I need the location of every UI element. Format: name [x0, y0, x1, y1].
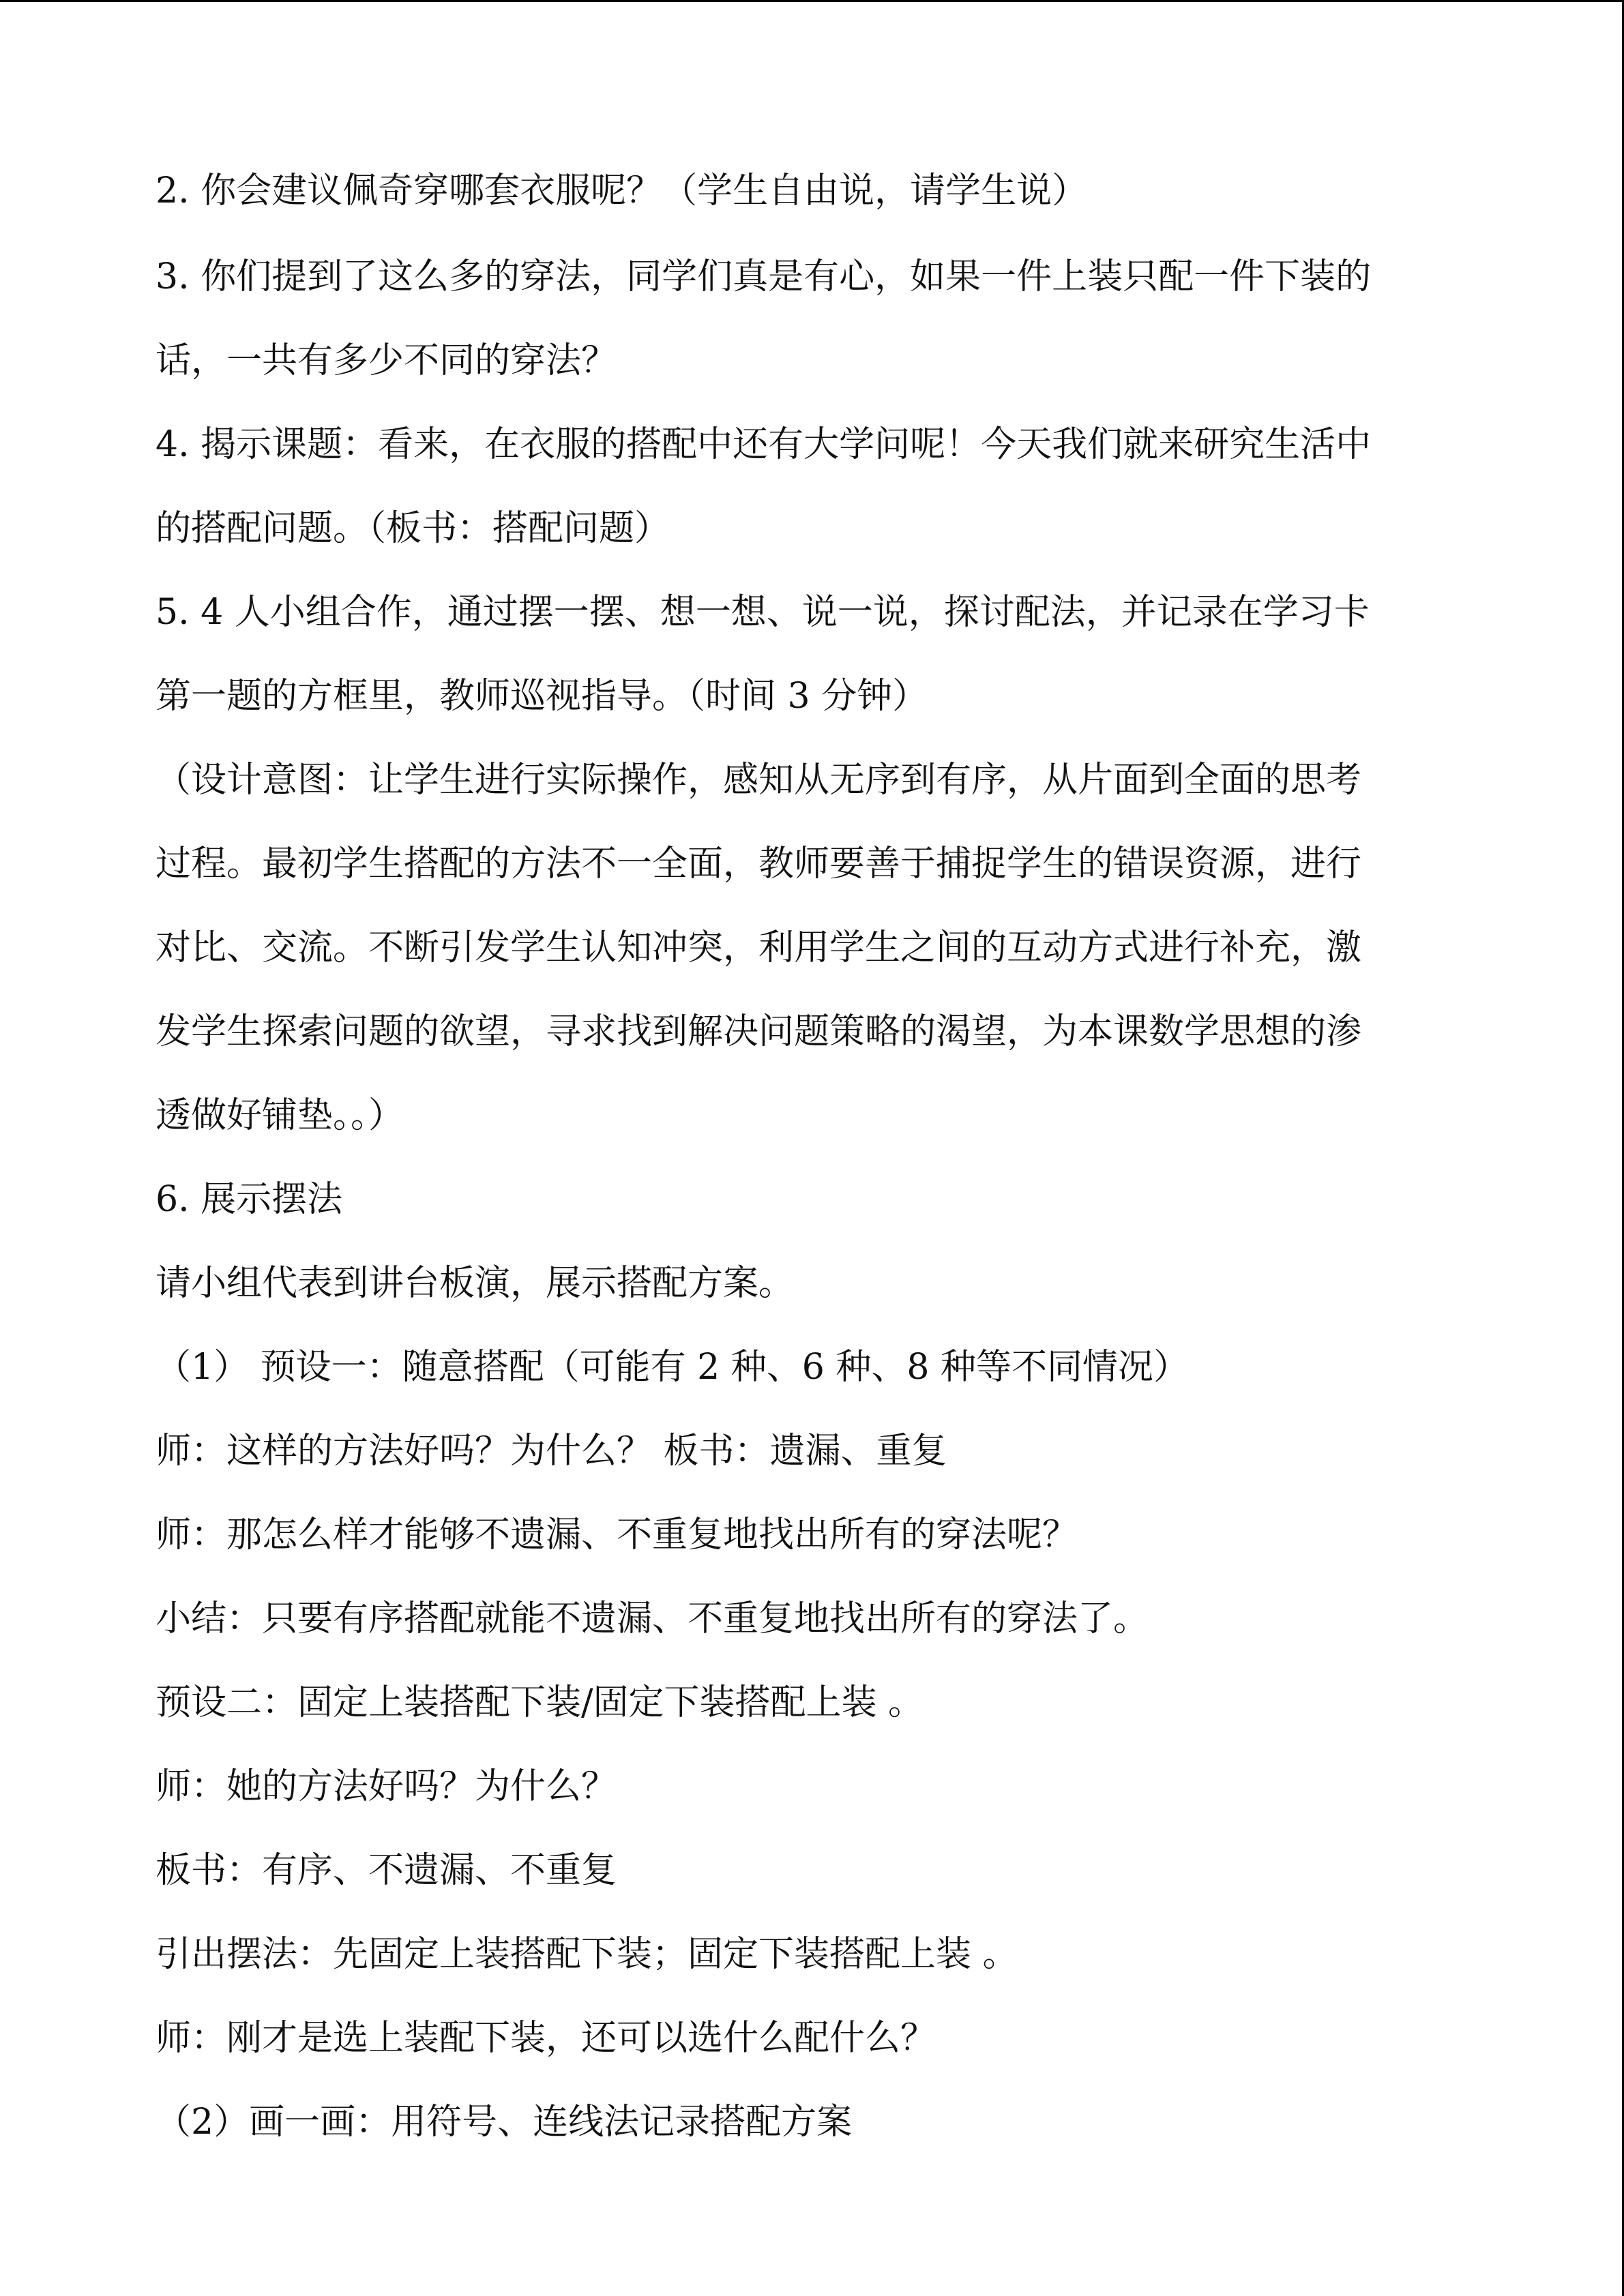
text-line: 话，一共有多少不同的穿法？: [156, 340, 617, 381]
text-line: 第一题的方框里，教师巡视指导。（时间 3 分钟）: [156, 676, 928, 717]
design-intent-text: （设计意图：让学生进行实际操作，感知从无序到有序，从片面到全面的思考: [156, 760, 1362, 801]
text-line: 师：那怎么样才能够不遗漏、不重复地找出所有的穿法呢？: [156, 1515, 1078, 1555]
design-intent-text: 透做好铺垫。。）: [156, 1095, 404, 1136]
text-line: 4. 揭示课题：看来，在衣服的搭配中还有大学问呢！今天我们就来研究生活中: [156, 424, 1372, 465]
design-intent-text: 对比、交流。不断引发学生认知冲突，利用学生之间的互动方式进行补充，激: [156, 927, 1362, 968]
document-body: [156, 147, 1479, 2164]
design-intent-text: 过程。最初学生搭配的方法不一全面，教师要善于捕捉学生的错误资源，进行: [156, 844, 1362, 884]
text-line: （1） 预设一：随意搭配（可能有 2 种、6 种、8 种等不同情况）: [156, 1347, 1189, 1388]
design-intent-text: 发学生探索问题的欲望，寻求找到解决问题策略的渴望，为本课数学思想的渗: [156, 1011, 1362, 1052]
text-line: 请小组代表到讲台板演，展示搭配方案。: [156, 1263, 795, 1304]
text-line: 2. 你会建议佩奇穿哪套衣服呢？（学生自由说，请学生说）: [156, 170, 1088, 211]
section-heading: 6. 展示摆法: [156, 1179, 343, 1220]
text-line: 板书：有序、不遗漏、不重复: [156, 1850, 617, 1891]
text-line: 小结：只要有序搭配就能不遗漏、不重复地找出所有的穿法了。: [156, 1598, 1149, 1639]
text-line: 的搭配问题。（板书：搭配问题）: [156, 508, 670, 549]
text-line: 5. 4 人小组合作，通过摆一摆、想一想、说一说，探讨配法，并记录在学习卡: [156, 592, 1370, 633]
text-line: 师：这样的方法好吗？为什么？ 板书：遗漏、重复: [156, 1431, 947, 1472]
text-line: 师：她的方法好吗？为什么？: [156, 1766, 617, 1807]
text-line: （2）画一画：用符号、连线法记录搭配方案: [156, 2102, 853, 2143]
text-line: 3. 你们提到了这么多的穿法，同学们真是有心，如果一件上装只配一件下装的: [156, 256, 1372, 297]
text-line: 引出摆法：先固定上装搭配下装；固定下装搭配上装 。: [156, 1934, 1018, 1975]
text-line: 师：刚才是选上装配下装，还可以选什么配什么？: [156, 2018, 936, 2059]
text-line: 预设二：固定上装搭配下装/固定下装搭配上装 。: [156, 1682, 924, 1723]
